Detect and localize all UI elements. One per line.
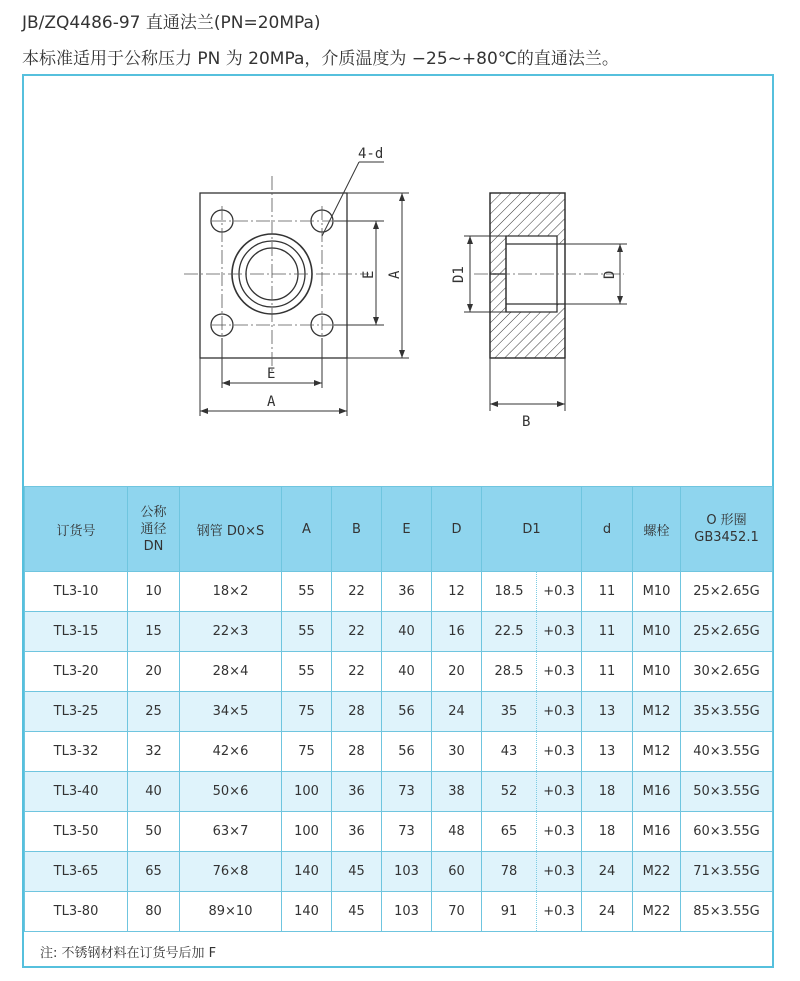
cell-a: 100 [282, 772, 332, 812]
cell-bolt: M10 [633, 652, 681, 692]
cell-oring: 40×3.55G [681, 732, 773, 772]
cell-order: TL3-40 [25, 772, 128, 812]
cell-pipe: 28×4 [180, 652, 282, 692]
cell-dn: 25 [128, 692, 180, 732]
cell-bolt: M10 [633, 572, 681, 612]
flange-drawing [24, 76, 772, 486]
cell-bolt: M12 [633, 692, 681, 732]
cell-dn: 50 [128, 812, 180, 852]
cell-hole: 11 [582, 572, 633, 612]
cell-e: 56 [382, 692, 432, 732]
cell-b: 36 [332, 812, 382, 852]
table-row [25, 572, 773, 612]
cell-e: 73 [382, 812, 432, 852]
cell-dn: 40 [128, 772, 180, 812]
cell-d: 12 [432, 572, 482, 612]
cell-pipe: 76×8 [180, 852, 282, 892]
cell-d: 38 [432, 772, 482, 812]
cell-d1-tol: +0.3 [537, 692, 582, 732]
col-order-no: 订货号 [25, 487, 128, 572]
cell-order: TL3-15 [25, 612, 128, 652]
cell-oring: 50×3.55G [681, 772, 773, 812]
cell-pipe: 42×6 [180, 732, 282, 772]
cell-e: 40 [382, 652, 432, 692]
cell-hole: 18 [582, 772, 633, 812]
cell-d1-tol: +0.3 [537, 812, 582, 852]
content-frame [22, 74, 774, 968]
cell-bolt: M22 [633, 852, 681, 892]
table-header-row [25, 487, 773, 572]
cell-e: 103 [382, 892, 432, 932]
cell-d1-tol: +0.3 [537, 852, 582, 892]
cell-bolt: M12 [633, 732, 681, 772]
col-pipe: 钢管 D0×S [180, 487, 282, 572]
cell-b: 22 [332, 612, 382, 652]
cell-oring: 25×2.65G [681, 572, 773, 612]
cell-oring: 30×2.65G [681, 652, 773, 692]
cell-dn: 80 [128, 892, 180, 932]
col-a: A [282, 487, 332, 572]
col-oring: O 形圈 GB3452.1 [681, 487, 773, 572]
col-bolt: 螺栓 [633, 487, 681, 572]
cell-d: 70 [432, 892, 482, 932]
cell-pipe: 22×3 [180, 612, 282, 652]
table-row [25, 812, 773, 852]
cell-a: 75 [282, 692, 332, 732]
cell-d1-tol: +0.3 [537, 892, 582, 932]
cell-d1-tol: +0.3 [537, 732, 582, 772]
cell-dn: 65 [128, 852, 180, 892]
cell-dn: 15 [128, 612, 180, 652]
cell-a: 55 [282, 652, 332, 692]
cell-d1: 91 [482, 892, 537, 932]
cell-a: 100 [282, 812, 332, 852]
label-b: B [522, 414, 531, 430]
label-a-vertical: A [387, 270, 403, 279]
cell-hole: 13 [582, 732, 633, 772]
cell-d1: 28.5 [482, 652, 537, 692]
cell-d: 60 [432, 852, 482, 892]
cell-order: TL3-50 [25, 812, 128, 852]
cell-order: TL3-25 [25, 692, 128, 732]
cell-a: 55 [282, 572, 332, 612]
cell-d: 48 [432, 812, 482, 852]
table-row [25, 852, 773, 892]
cell-b: 28 [332, 692, 382, 732]
cell-pipe: 50×6 [180, 772, 282, 812]
cell-b: 45 [332, 852, 382, 892]
table-row [25, 732, 773, 772]
cell-b: 22 [332, 652, 382, 692]
cell-d1-tol: +0.3 [537, 572, 582, 612]
cell-bolt: M16 [633, 772, 681, 812]
cell-d1: 43 [482, 732, 537, 772]
cell-a: 140 [282, 892, 332, 932]
cell-d: 20 [432, 652, 482, 692]
cell-hole: 24 [582, 892, 633, 932]
col-dn: 公称 通径 DN [128, 487, 180, 572]
cell-oring: 35×3.55G [681, 692, 773, 732]
cell-pipe: 18×2 [180, 572, 282, 612]
cell-order: TL3-65 [25, 852, 128, 892]
cell-oring: 25×2.65G [681, 612, 773, 652]
cell-dn: 32 [128, 732, 180, 772]
cell-d1: 18.5 [482, 572, 537, 612]
table-row [25, 892, 773, 932]
cell-pipe: 34×5 [180, 692, 282, 732]
label-a-horizontal: A [267, 394, 276, 410]
cell-e: 56 [382, 732, 432, 772]
cell-b: 28 [332, 732, 382, 772]
cell-d: 16 [432, 612, 482, 652]
cell-pipe: 89×10 [180, 892, 282, 932]
cell-hole: 24 [582, 852, 633, 892]
table-row [25, 772, 773, 812]
cell-hole: 11 [582, 612, 633, 652]
table-row [25, 612, 773, 652]
spec-table [24, 486, 773, 932]
cell-oring: 85×3.55G [681, 892, 773, 932]
label-e-vertical: E [361, 270, 377, 279]
cell-d1-tol: +0.3 [537, 612, 582, 652]
cell-b: 45 [332, 892, 382, 932]
page-subtitle: 本标准适用于公称压力 PN 为 20MPa，介质温度为 −25~+80℃的直通法兰。 [22, 49, 619, 69]
cell-d1: 78 [482, 852, 537, 892]
cell-d1: 65 [482, 812, 537, 852]
cell-order: TL3-20 [25, 652, 128, 692]
cell-oring: 71×3.55G [681, 852, 773, 892]
cell-order: TL3-80 [25, 892, 128, 932]
table-row [25, 692, 773, 732]
cell-pipe: 63×7 [180, 812, 282, 852]
cell-d: 30 [432, 732, 482, 772]
cell-a: 140 [282, 852, 332, 892]
label-d1: D1 [451, 266, 467, 283]
cell-dn: 10 [128, 572, 180, 612]
label-d: D [602, 270, 618, 279]
cell-bolt: M16 [633, 812, 681, 852]
cell-oring: 60×3.55G [681, 812, 773, 852]
cell-e: 36 [382, 572, 432, 612]
cell-b: 36 [332, 772, 382, 812]
cell-bolt: M22 [633, 892, 681, 932]
cell-hole: 11 [582, 652, 633, 692]
cell-d1: 52 [482, 772, 537, 812]
col-b: B [332, 487, 382, 572]
cell-bolt: M10 [633, 612, 681, 652]
label-e-horizontal: E [267, 366, 276, 382]
cell-d1-tol: +0.3 [537, 772, 582, 812]
table-note: 注: 不锈钢材料在订货号后加 F [40, 946, 217, 961]
cell-d1: 22.5 [482, 612, 537, 652]
cell-hole: 13 [582, 692, 633, 732]
cell-e: 73 [382, 772, 432, 812]
cell-d: 24 [432, 692, 482, 732]
cell-a: 55 [282, 612, 332, 652]
cell-d1: 35 [482, 692, 537, 732]
label-4d: 4-d [358, 146, 384, 162]
table-row [25, 652, 773, 692]
cell-order: TL3-10 [25, 572, 128, 612]
side-view [490, 193, 565, 358]
col-d1: D1 [482, 487, 582, 572]
cell-b: 22 [332, 572, 382, 612]
cell-hole: 18 [582, 812, 633, 852]
cell-d1-tol: +0.3 [537, 652, 582, 692]
col-e: E [382, 487, 432, 572]
cell-e: 103 [382, 852, 432, 892]
page-title: JB/ZQ4486-97 直通法兰(PN=20MPa) [22, 13, 321, 33]
cell-order: TL3-32 [25, 732, 128, 772]
col-d: D [432, 487, 482, 572]
cell-e: 40 [382, 612, 432, 652]
cell-a: 75 [282, 732, 332, 772]
col-hole: d [582, 487, 633, 572]
cell-dn: 20 [128, 652, 180, 692]
